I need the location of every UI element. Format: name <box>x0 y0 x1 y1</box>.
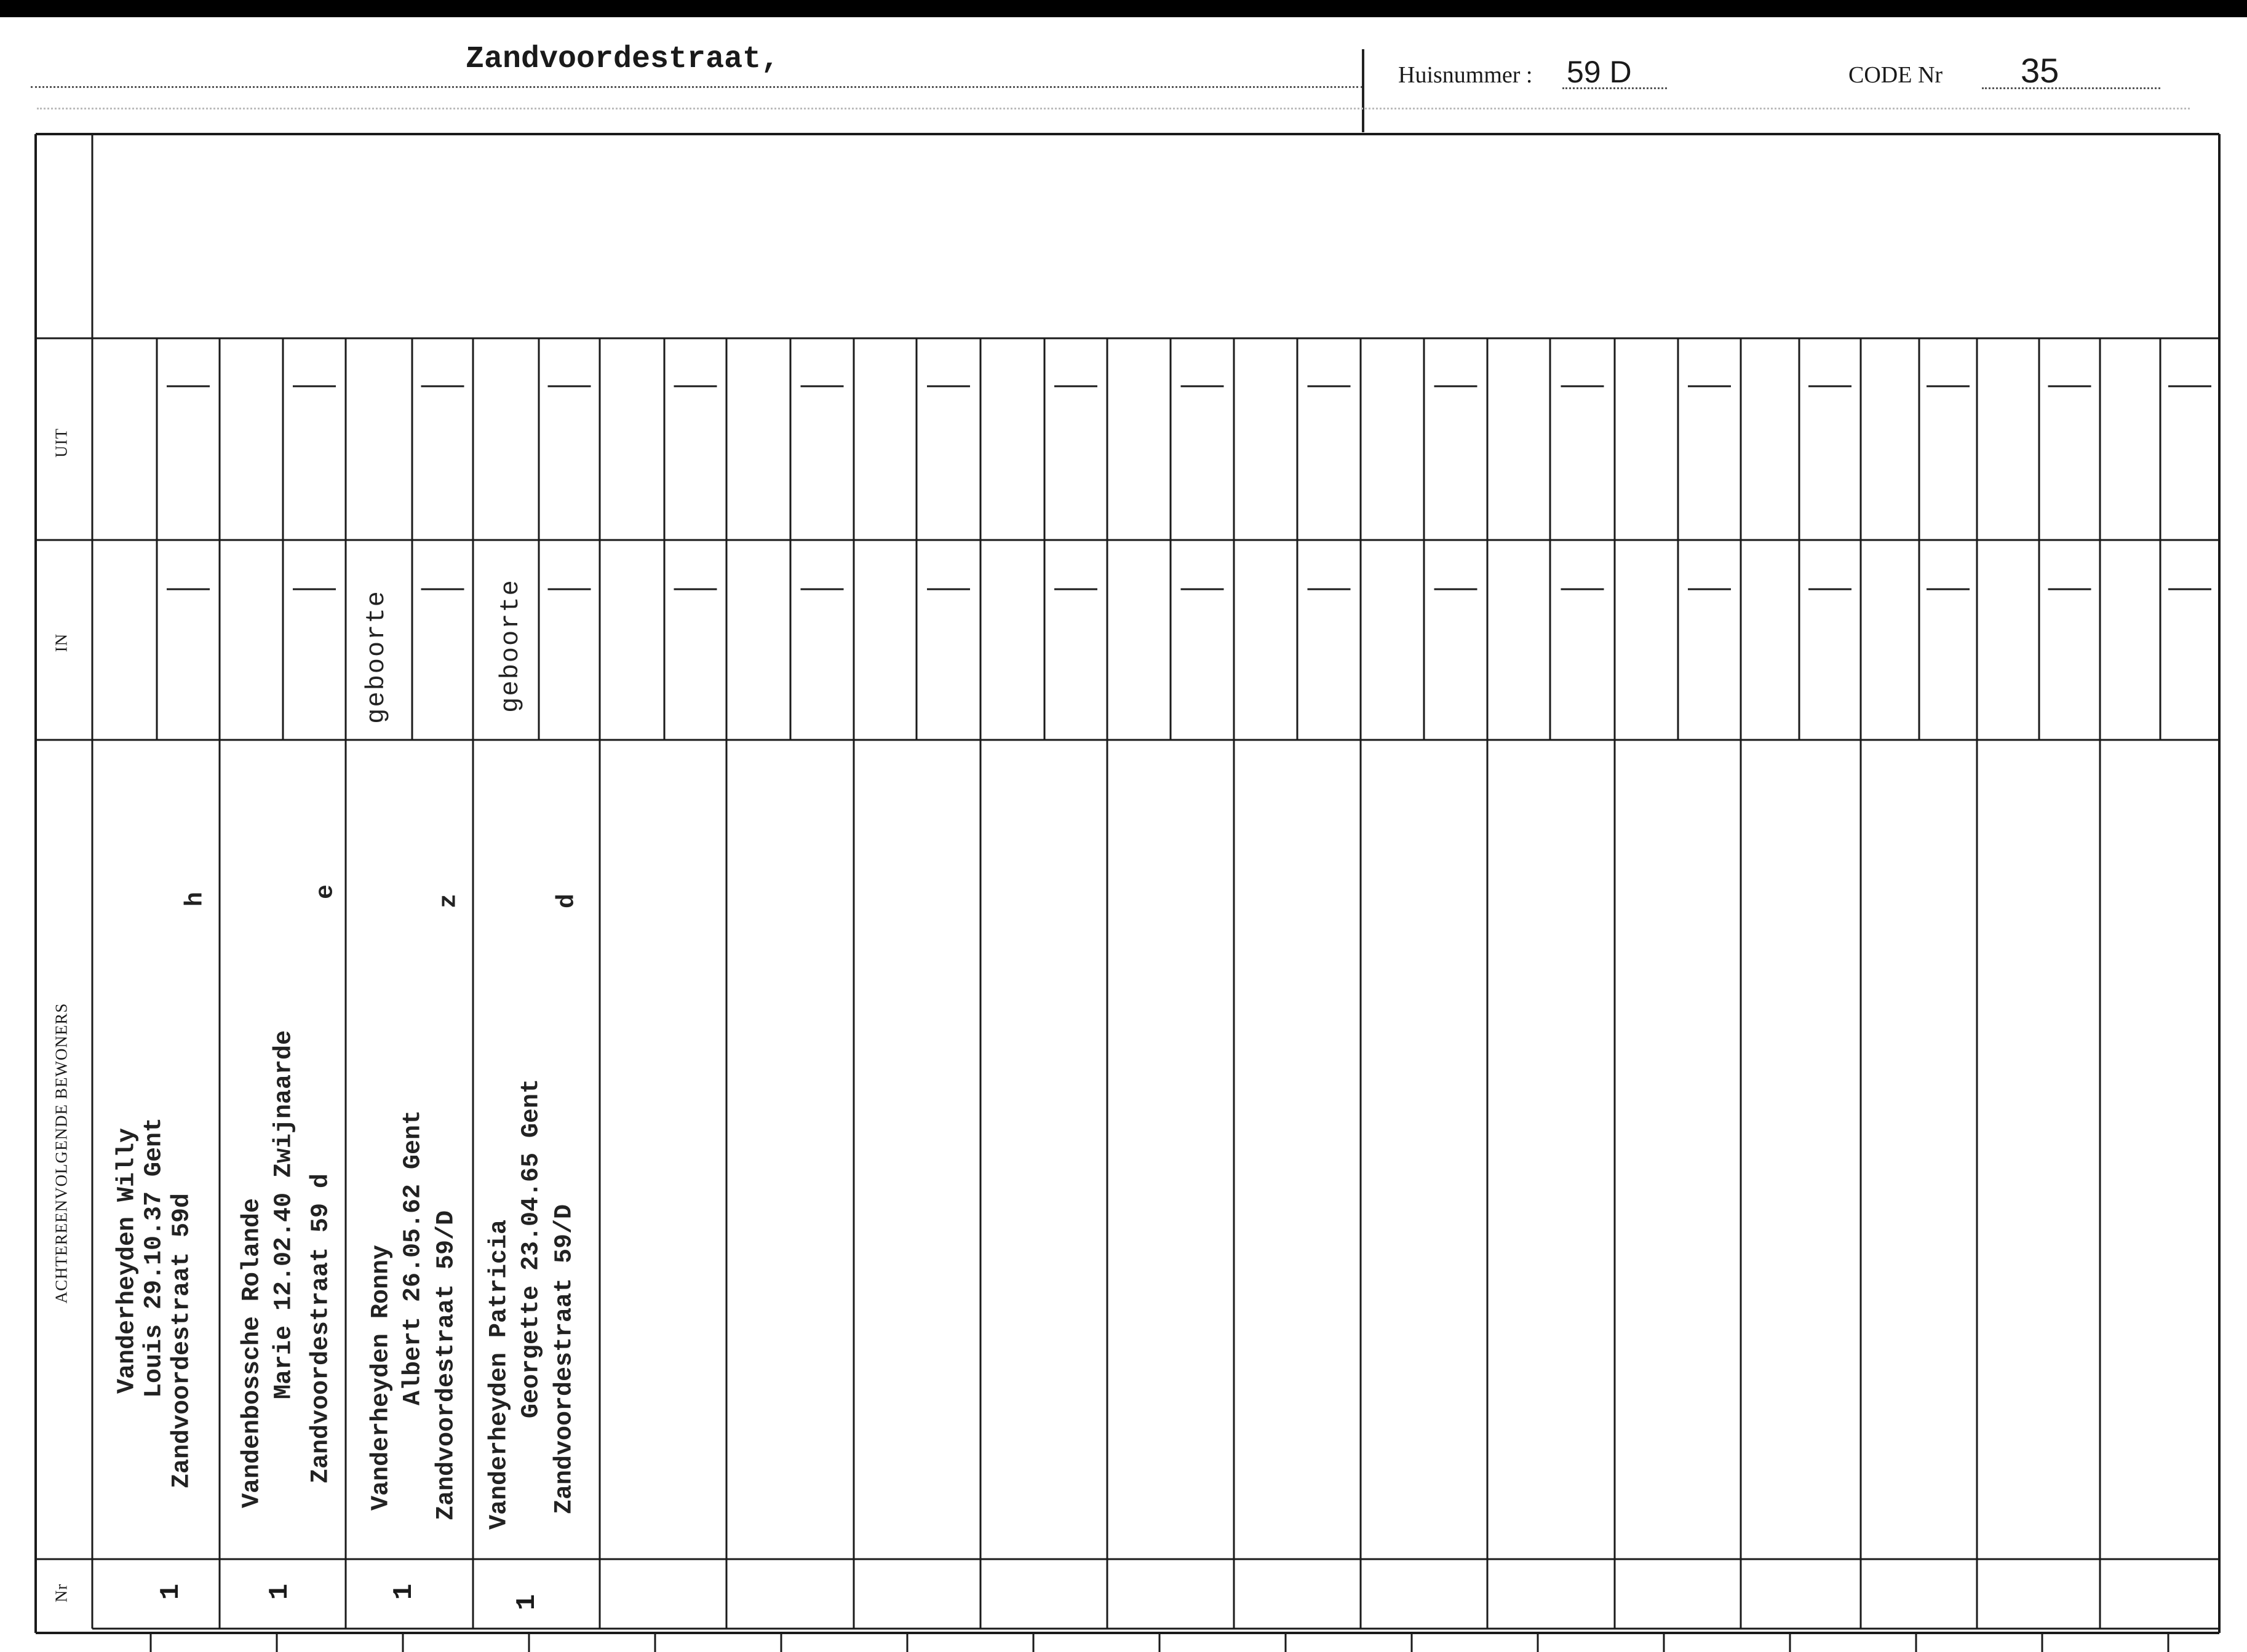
huisnummer-label: Huisnummer : <box>1398 62 1533 88</box>
huisnummer-value: 59 D <box>1567 55 1632 89</box>
resident-nr: 1 <box>156 1583 186 1600</box>
street-name: Zandvoordestraat, <box>466 42 780 77</box>
resident-mark: z <box>435 893 463 909</box>
bewoners-label: ACHTEREENVOLGENDE BEWONERS <box>52 1003 71 1304</box>
resident-nr: 1 <box>389 1583 420 1600</box>
resident-in: geboorte <box>496 579 525 713</box>
code-label: CODE Nr <box>1848 62 1943 88</box>
resident-line: Vanderheyden Patricia <box>485 1219 514 1530</box>
uit-label: UIT <box>52 428 71 458</box>
resident-line: Louis 29.10.37 Gent <box>140 1117 169 1399</box>
resident-line: Zandvoordestraat 59d <box>168 1193 196 1489</box>
resident-nr: 1 <box>512 1594 543 1611</box>
resident-line: Vandenbossche Rolande <box>238 1197 266 1509</box>
resident-line: Vanderheyden Willy <box>113 1127 141 1394</box>
resident-nr: 1 <box>264 1583 295 1600</box>
resident-line: Albert 26.05.62 Gent <box>399 1110 428 1406</box>
resident-line: Marie 12.02.40 Zwijnaarde <box>270 1030 298 1400</box>
resident-mark: d <box>553 893 581 909</box>
resident-in: geboorte <box>362 590 391 724</box>
resident-mark: h <box>181 891 210 907</box>
resident-line: Zandvoordestraat 59/D <box>432 1210 461 1521</box>
resident-line: Zandvoordestraat 59 d <box>307 1173 335 1484</box>
code-value: 35 <box>2021 51 2059 90</box>
resident-line: Zandvoordestraat 59/D <box>551 1204 579 1515</box>
resident-line: Georgette 23.04.65 Gent <box>517 1078 546 1419</box>
nr-label: Nr <box>52 1583 71 1603</box>
resident-mark: e <box>312 884 340 900</box>
in-label: IN <box>52 633 71 653</box>
resident-line: Vanderheyden Ronny <box>367 1244 396 1511</box>
